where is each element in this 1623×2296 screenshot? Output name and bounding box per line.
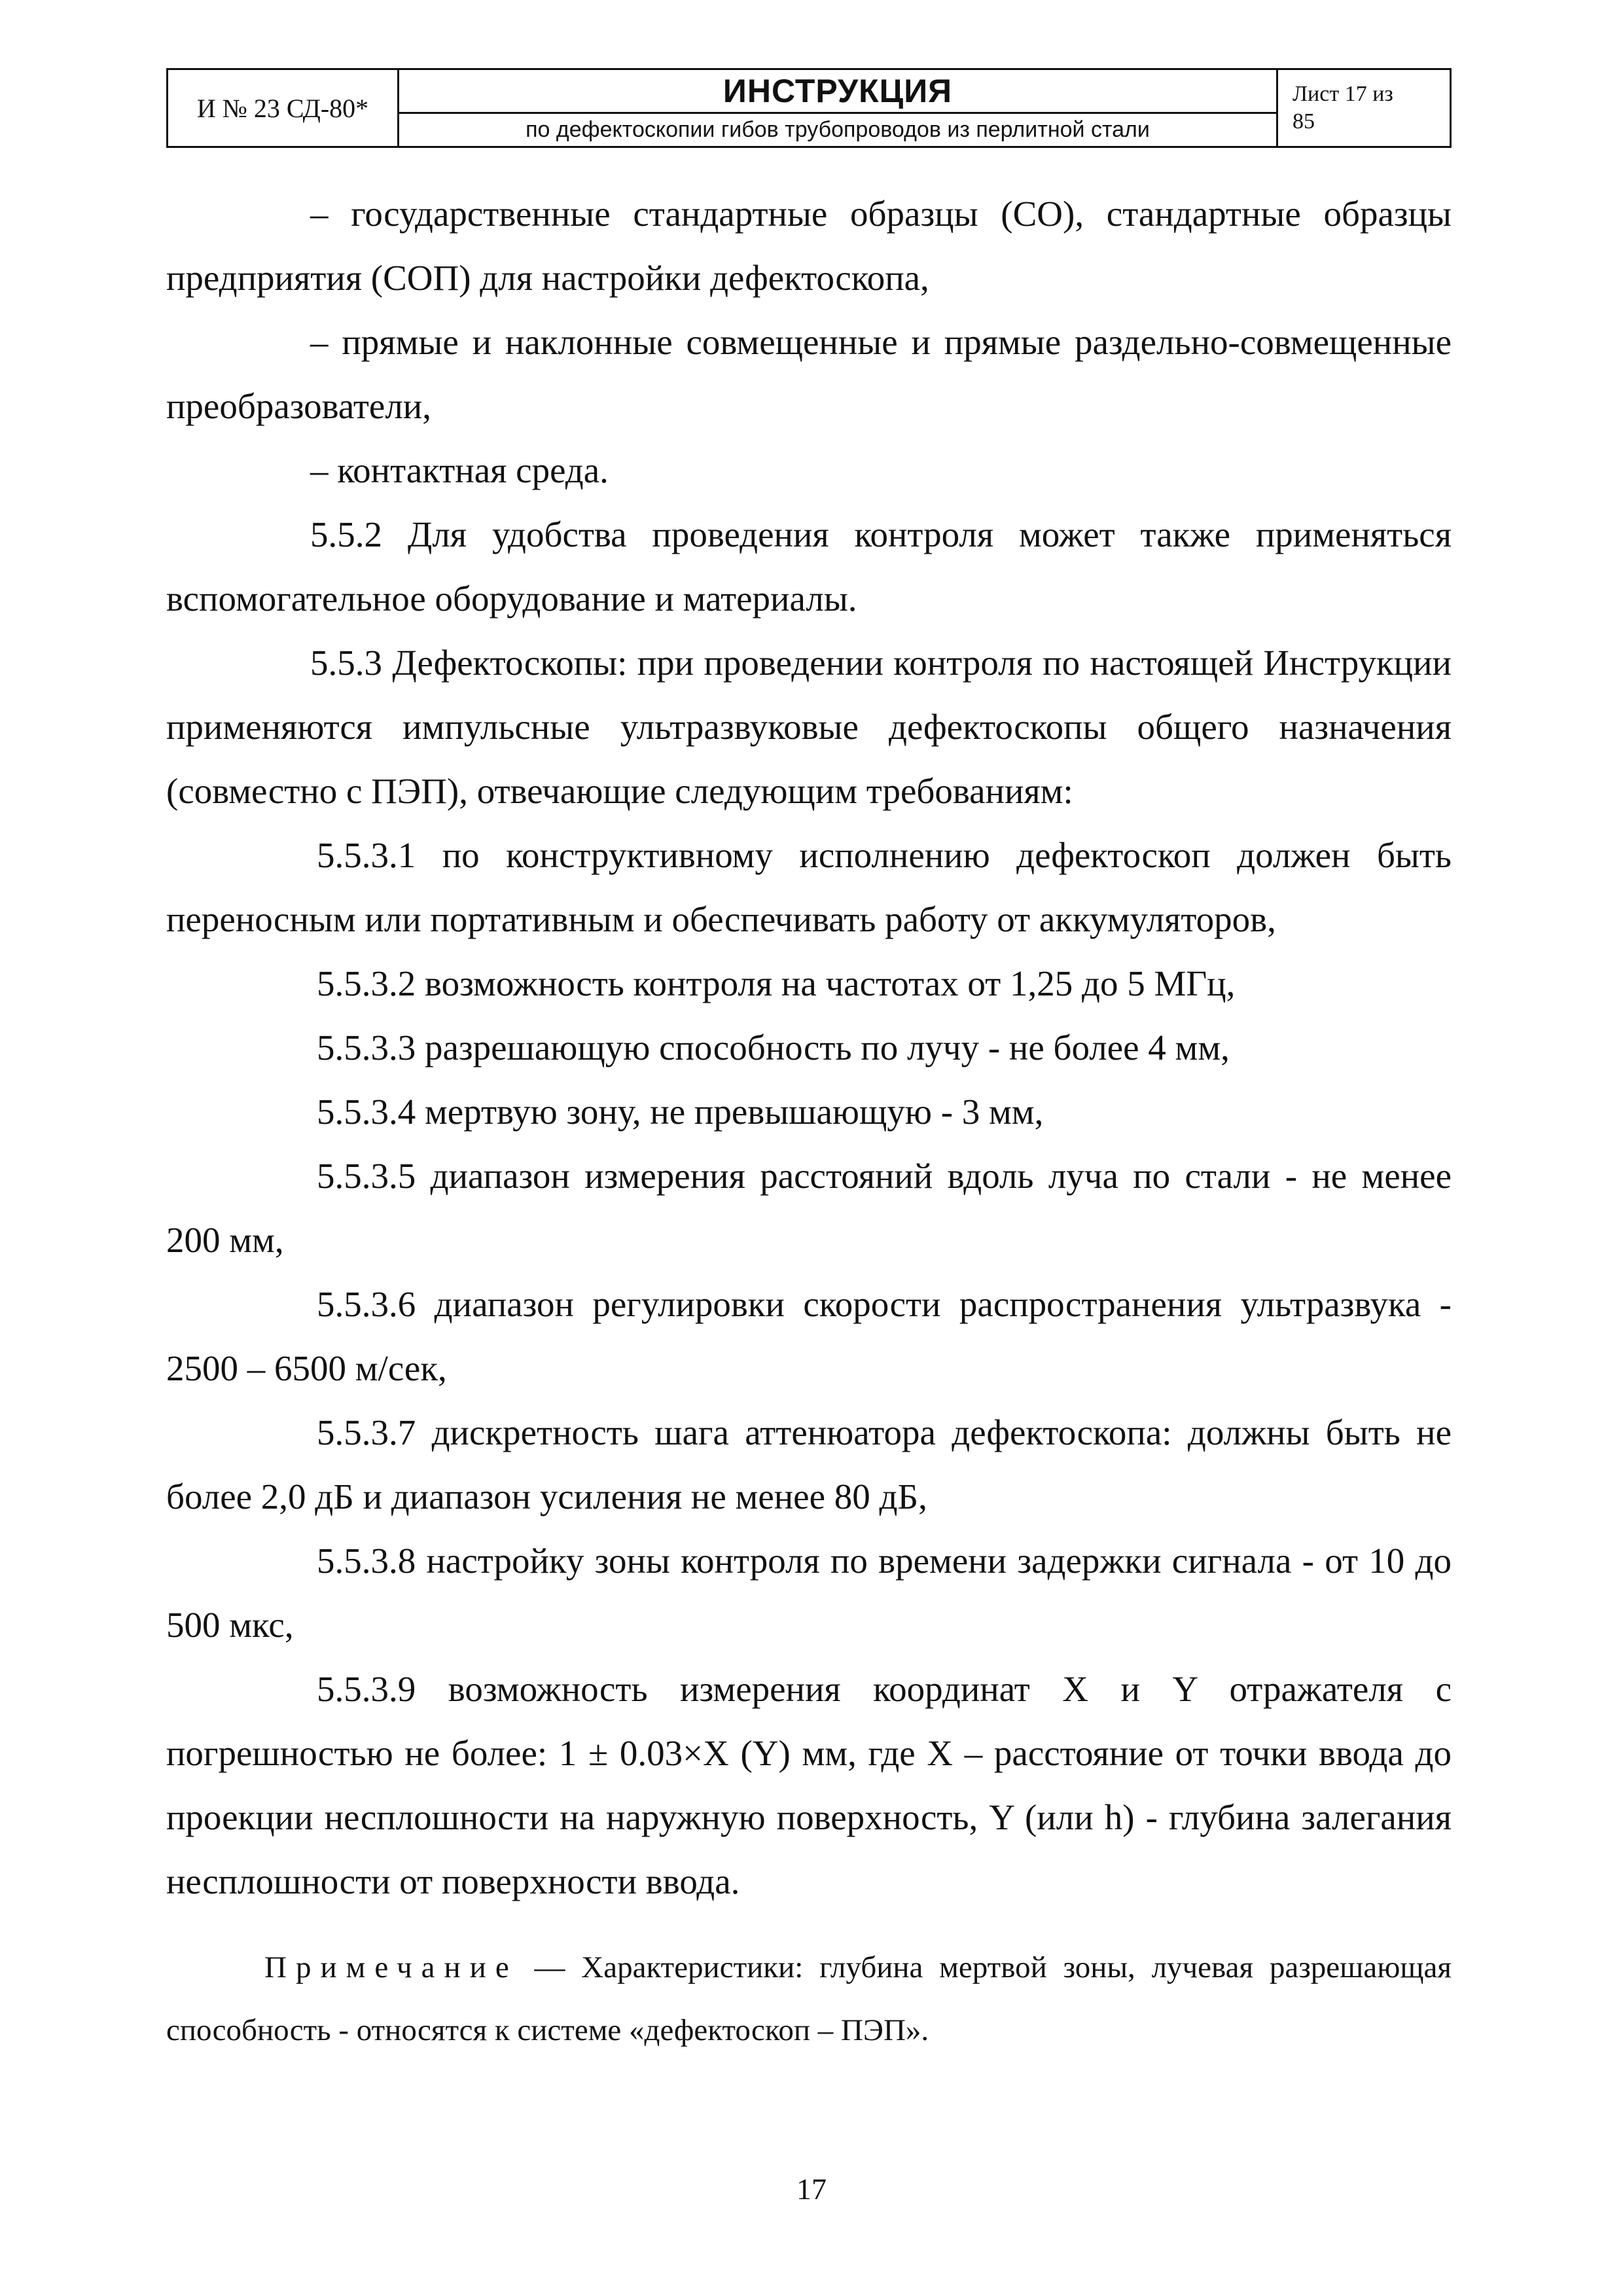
- sheet-info-line-1: Лист 17 из: [1293, 82, 1393, 106]
- document-subtitle: по дефектоскопии гибов трубопроводов из перлитной стали: [526, 117, 1150, 142]
- note-label: Примечание: [264, 1950, 518, 1984]
- document-title: ИНСТРУКЦИЯ: [399, 70, 1276, 114]
- paragraph: – прямые и наклонные совмещенные и прямые раздельно-совмещенные преобразователи,: [166, 322, 1452, 426]
- note-text: — Характеристики: глубина мертвой зоны, лучевая разрешающая способность - относятся к системе «дефектоскоп – ПЭП».: [166, 1950, 1452, 2047]
- paragraph: 5.5.3.9 возможность измерения координат X и Y отражателя с погрешностью не более: 1 ± 0.03×X (Y) мм, где X – расстояние от точки ввода до проекции несплошности на наружную поверхность, Y (или h) - глубина залегания несплошности от поверхности ввода.: [166, 1669, 1452, 1901]
- paragraph: 5.5.3.6 диапазон регулировки скорости распространения ультразвука - 2500 – 6500 м/сек,: [166, 1284, 1452, 1388]
- sheet-info-line-2: 85: [1293, 109, 1315, 134]
- paragraph: – государственные стандартные образцы (СО), стандартные образцы предприятия (СОП) для настройки дефектоскопа,: [166, 194, 1452, 298]
- paragraph: 5.5.3.8 настройку зоны контроля по времени задержки сигнала - от 10 до 500 мкс,: [166, 1541, 1452, 1645]
- paragraph: 5.5.3.3 разрешающую способность по лучу - не более 4 мм,: [317, 1028, 1230, 1067]
- paragraph: 5.5.2 Для удобства проведения контроля может также применяться вспомогательное оборудование и материалы.: [166, 514, 1452, 619]
- page-number: 17: [796, 2172, 827, 2206]
- document-code: И № 23 СД-80*: [168, 70, 399, 146]
- paragraph: 5.5.3 Дефектоскопы: при проведении контроля по настоящей Инструкции применяются импульсные ультразвуковые дефектоскопы общего назначения (совместно с ПЭП), отвечающие следующим требованиям:: [166, 643, 1452, 811]
- note: [166, 1936, 1452, 2062]
- paragraph: – контактная среда.: [310, 450, 609, 490]
- paragraph: 5.5.3.1 по конструктивному исполнению дефектоскоп должен быть переносным или портативным и обеспечивать работу от аккумуляторов,: [166, 835, 1452, 939]
- header-title-block: [399, 70, 1278, 146]
- document-body: [166, 182, 1452, 1914]
- sheet-info: [1278, 70, 1450, 146]
- paragraph: 5.5.3.5 диапазон измерения расстояний вдоль луча по стали - не менее 200 мм,: [166, 1156, 1452, 1260]
- document-header: [166, 68, 1452, 148]
- paragraph: 5.5.3.4 мертвую зону, не превышающую - 3 мм,: [317, 1092, 1044, 1132]
- paragraph: 5.5.3.2 возможность контроля на частотах от 1,25 до 5 МГц,: [317, 963, 1236, 1003]
- paragraph: 5.5.3.7 дискретность шага аттенюатора дефектоскопа: должны быть не более 2,0 дБ и диапазон усиления не менее 80 дБ,: [166, 1412, 1452, 1516]
